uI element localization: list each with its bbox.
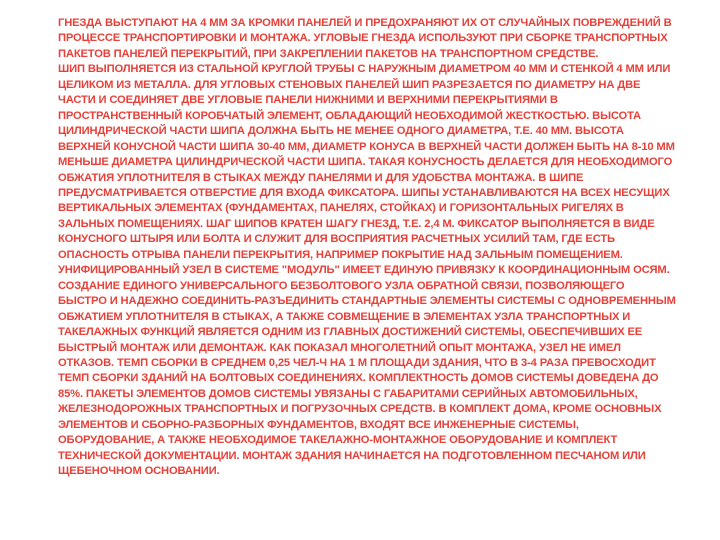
slide-body-text: [58, 16, 676, 480]
paragraph-unified-node: УНИФИЦИРОВАННЫЙ УЗЕЛ В СИСТЕМЕ "МОДУЛЬ" ИМЕЕТ ЕДИНУЮ ПРИВЯЗКУ К КООРДИНАЦИОННЫМ ОСЯМ. СОЗДАНИЕ ЕДИНОГО УНИВЕРСАЛЬНОГО БЕЗБОЛТОВОГО УЗЛА ОБРАТНОЙ СВЯЗИ, ПОЗВОЛЯЮЩЕГО БЫСТРО И НАДЕЖНО СОЕДИНИТЬ-РАЗЪЕДИНИТЬ СТАНДАРТНЫЕ ЭЛЕМЕНТЫ СИСТЕМЫ С ОДНОВРЕМЕННЫМ ОБЖАТИЕМ УПЛОТНИТЕЛЯ В СТЫКАХ, А ТАКЖЕ СОВМЕЩЕНИЕ В ЭЛЕМЕНТАХ УЗЛА ТРАНСПОРТНЫХ И ТАКЕЛАЖНЫХ ФУНКЦИЙ ЯВЛЯЕТСЯ ОДНИМ ИЗ ГЛАВНЫХ ДОСТИЖЕНИЙ СИСТЕМЫ, ОБЕСПЕЧИВШИХ ЕЕ БЫСТРЫЙ МОНТАЖ ИЛИ ДЕМОНТАЖ. КАК ПОКАЗАЛ МНОГОЛЕТНИЙ ОПЫТ МОНТАЖА, УЗЕЛ НЕ ИМЕЛ ОТКАЗОВ. ТЕМП СБОРКИ В СРЕДНЕМ 0,25 ЧЕЛ-Ч НА 1 М ПЛОЩАДИ ЗДАНИЯ, ЧТО В 3-4 РАЗА ПРЕВОСХОДИТ ТЕМП СБОРКИ ЗДАНИЙ НА БОЛТОВЫХ СОЕДИНЕНИЯХ. КОМПЛЕКТНОСТЬ ДОМОВ СИСТЕМЫ ДОВЕДЕНА ДО 85%. ПАКЕТЫ ЭЛЕМЕНТОВ ДОМОВ СИСТЕМЫ УВЯЗАНЫ С ГАБАРИТАМИ СЕРИЙНЫХ АВТОМОБИЛЬНЫХ, ЖЕЛЕЗНОДОРОЖНЫХ ТРАНСПОРТНЫХ И ПОГРУЗОЧНЫХ СРЕДСТВ. В КОМПЛЕКТ ДОМА, КРОМЕ ОСНОВНЫХ ЭЛЕМЕНТОВ И СБОРНО-РАЗБОРНЫХ ФУНДАМЕНТОВ, ВХОДЯТ ВСЕ ИНЖЕНЕРНЫЕ СИСТЕМЫ, ОБОРУДОВАНИЕ, А ТАКЖЕ НЕОБХОДИМОЕ ТАКЕЛАЖНО-МОНТАЖНОЕ ОБОРУДОВАНИЕ И КОМПЛЕКТ ТЕХНИЧЕСКОЙ ДОКУМЕНТАЦИИ. МОНТАЖ ЗДАНИЯ НАЧИНАЕТСЯ НА ПОДГОТОВЛЕННОМ ПЕСЧАНОМ ИЛИ ЩЕБЕНОЧНОМ ОСНОВАНИИ.: [58, 264, 676, 478]
paragraph-spike: ШИП ВЫПОЛНЯЕТСЯ ИЗ СТАЛЬНОЙ КРУГЛОЙ ТРУБЫ С НАРУЖНЫМ ДИАМЕТРОМ 40 ММ И СТЕНКОЙ 4 ММ ИЛИ ЦЕЛИКОМ ИЗ МЕТАЛЛА. ДЛЯ УГЛОВЫХ СТЕНОВЫХ ПАНЕЛЕЙ ШИП РАЗРЕЗАЕТСЯ ПО ДИАМЕТРУ НА ДВЕ ЧАСТИ И СОЕДИНЯЕТ ДВЕ УГЛОВЫЕ ПАНЕЛИ НИЖНИМИ И ВЕРХНИМИ ПЕРЕКРЫТИЯМИ В ПРОСТРАНСТВЕННЫЙ КОРОБЧАТЫЙ ЭЛЕМЕНТ, ОБЛАДАЮЩИЙ НЕОБХОДИМОЙ ЖЕСТКОСТЬЮ. ВЫСОТА ЦИЛИНДРИЧЕСКОЙ ЧАСТИ ШИПА ДОЛЖНА БЫТЬ НЕ МЕНЕЕ ОДНОГО ДИАМЕТРА, Т.Е. 40 ММ. ВЫСОТА ВЕРХНЕЙ КОНУСНОЙ ЧАСТИ ШИПА 30-40 ММ, ДИАМЕТР КОНУСА В ВЕРХНЕЙ ЧАСТИ ДОЛЖЕН БЫТЬ НА 8-10 ММ МЕНЬШЕ ДИАМЕТРА ЦИЛИНДРИЧЕСКОЙ ЧАСТИ ШИПА. ТАКАЯ КОНУСНОСТЬ ДЕЛАЕТСЯ ДЛЯ НЕОБХОДИМОГО ОБЖАТИЯ УПЛОТНИТЕЛЯ В СТЫКАХ МЕЖДУ ПАНЕЛЯМИ И ДЛЯ УДОБСТВА МОНТАЖА. В ШИПЕ ПРЕДУСМАТРИВАЕТСЯ ОТВЕРСТИЕ ДЛЯ ВХОДА ФИКСАТОРА. ШИПЫ УСТАНАВЛИВАЮТСЯ НА ВСЕХ НЕСУЩИХ ВЕРТИКАЛЬНЫХ ЭЛЕМЕНТАХ (ФУНДАМЕНТАХ, ПАНЕЛЯХ, СТОЙКАХ) И ГОРИЗОНТАЛЬНЫХ РИГЕЛЯХ В ЗАЛЬНЫХ ПОМЕЩЕНИЯХ. ШАГ ШИПОВ КРАТЕН ШАГУ ГНЕЗД, Т.Е. 2,4 М. ФИКСАТОР ВЫПОЛНЯЕТСЯ В ВИДЕ КОНУСНОГО ШТЫРЯ ИЛИ БОЛТА И СЛУЖИТ ДЛЯ ВОСПРИЯТИЯ РАСЧЕТНЫХ УСИЛИЙ ТАМ, ГДЕ ЕСТЬ ОПАСНОСТЬ ОТРЫВА ПАНЕЛИ ПЕРЕКРЫТИЯ, НАПРИМЕР ПОКРЫТИЕ НАД ЗАЛЬНЫМ ПОМЕЩЕНИЕМ.: [58, 63, 675, 261]
paragraph-nests: ГНЕЗДА ВЫСТУПАЮТ НА 4 ММ ЗА КРОМКИ ПАНЕЛЕЙ И ПРЕДОХРАНЯЮТ ИХ ОТ СЛУЧАЙНЫХ ПОВРЕЖДЕНИЙ В ПРОЦЕССЕ ТРАНСПОРТИРОВКИ И МОНТАЖА. УГЛОВЫЕ ГНЕЗДА ИСПОЛЬЗУЮТ ПРИ СБОРКЕ ТРАНСПОРТНЫХ ПАКЕТОВ ПАНЕЛЕЙ ПЕРЕКРЫТИЙ, ПРИ ЗАКРЕПЛЕНИИ ПАКЕТОВ НА ТРАНСПОРТНОМ СРЕДСТВЕ.: [58, 17, 672, 60]
